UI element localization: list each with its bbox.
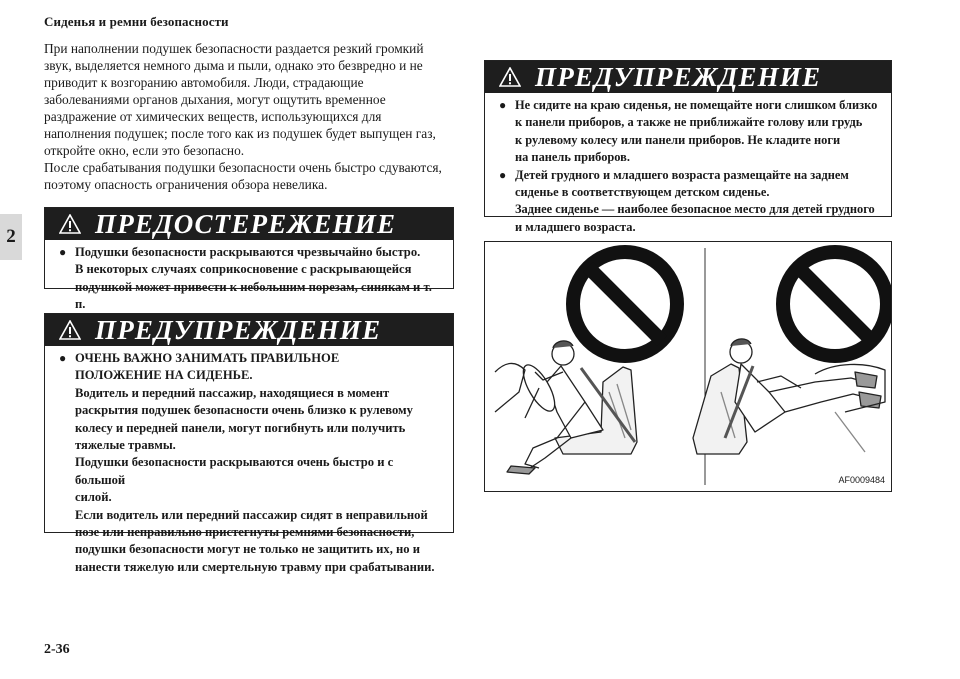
warning-line: Не сидите на краю сиденья, не помещайте ноги слишком близко — [515, 98, 878, 112]
warning-line: сиденье в соответствующем детском сиденье. — [515, 185, 770, 200]
intro-line: После срабатывания подушки безопасности очень быстро сдуваются, — [44, 160, 442, 175]
bullet-icon: ● — [59, 351, 67, 365]
warning-box-body — [45, 346, 453, 582]
warning-line: Детей грудного и младшего возраста размещайте на заднем — [515, 167, 849, 182]
warning-triangle-icon — [59, 320, 81, 340]
chapter-tab — [0, 214, 22, 260]
warning-item — [499, 97, 881, 167]
caution-line: Подушки безопасности раскрываются чрезвычайно быстро. — [75, 245, 421, 259]
warning-line: колесу и передней панели, могут погибнуть или получить — [75, 420, 406, 435]
page-number: 2-36 — [44, 642, 70, 657]
intro-text — [44, 40, 456, 193]
caution-box-header — [45, 208, 453, 240]
incorrect-posture-illustration — [484, 241, 892, 492]
warning-line: ОЧЕНЬ ВАЖНО ЗАНИМАТЬ ПРАВИЛЬНОЕ — [75, 351, 340, 365]
warning-item — [59, 350, 443, 576]
warning-line: нанести тяжелую или смертельную травму при срабатывании. — [75, 559, 435, 574]
warning-line: подушки безопасности могут не только не защитить их, но и — [75, 542, 420, 557]
chapter-tab-label: 2 — [6, 226, 16, 247]
warning-box-body — [485, 93, 891, 242]
warning-line: Заднее сиденье — наиболее безопасное место для детей грудного — [515, 202, 875, 217]
caution-box — [44, 207, 454, 312]
intro-line: приводит к возгоранию автомобиля. Люди, страдающие — [44, 75, 364, 90]
warning-line: и младшего возраста. — [515, 219, 636, 234]
intro-line: раздражение от химических веществ, использующихся для — [44, 109, 382, 124]
caution-box-body — [45, 240, 453, 320]
warning-box-header — [485, 61, 891, 93]
intro-line: заболеваниями органов дыхания, могут ощутить временное — [44, 92, 386, 107]
warning-line: Подушки безопасности раскрываются очень быстро и с большой — [75, 455, 394, 487]
bullet-icon: ● — [499, 167, 507, 182]
caution-item — [59, 244, 443, 314]
intro-line: поэтому опасность ограничения обзора невелика. — [44, 177, 328, 192]
warning-box-header — [45, 314, 453, 346]
intro-line: звук, выделяется немного дыма и пыли, однако это безвредно и не — [44, 58, 423, 73]
warning-line: Водитель и передний пассажир, находящиеся в момент — [75, 385, 390, 400]
caution-line: подушкой может привести к небольшим порезам, синякам и т. п. — [75, 279, 432, 312]
warning-line: на панель приборов. — [515, 150, 630, 165]
warning-box-title: ПРЕДУПРЕЖДЕНИЕ — [535, 61, 822, 92]
section-title: Сиденья и ремни безопасности — [44, 14, 229, 29]
intro-line: наполнения подушек; после того как из подушек будет выпущен газ, — [44, 126, 436, 141]
warning-box-seating — [44, 313, 454, 574]
warning-line: раскрытия подушек безопасности очень близко к рулевому — [75, 403, 413, 418]
bullet-icon: ● — [59, 245, 67, 259]
warning-triangle-icon — [59, 214, 81, 234]
warning-triangle-icon — [499, 67, 521, 87]
warning-line: позе или неправильно пристегнуты ремнями безопасности, — [75, 525, 415, 540]
prohibition-icon — [783, 252, 887, 356]
caution-box-title: ПРЕДОСТЕРЕЖЕНИЕ — [95, 208, 397, 239]
intro-line: откройте окно, если это безопасно. — [44, 143, 245, 158]
intro-line: При наполнении подушек безопасности раздается резкий громкий — [44, 41, 424, 56]
intro-paragraph — [44, 40, 456, 193]
warning-box-posture — [484, 60, 892, 234]
prohibition-icon — [573, 252, 677, 356]
bullet-icon: ● — [499, 98, 507, 112]
figure-code: AF0009484 — [838, 475, 885, 485]
illustration-canvas — [485, 242, 891, 491]
warning-line: тяжелые травмы. — [75, 438, 176, 453]
warning-line: силой. — [75, 490, 112, 505]
warning-line: к рулевому колесу или панели приборов. Не кладите ноги — [515, 132, 841, 147]
warning-line: ПОЛОЖЕНИЕ НА СИДЕНЬЕ. — [75, 368, 253, 383]
warning-line: Если водитель или передний пассажир сидят в неправильной — [75, 507, 428, 522]
warning-box-title: ПРЕДУПРЕЖДЕНИЕ — [95, 314, 382, 345]
caution-line: В некоторых случаях соприкосновение с раскрывающейся — [75, 262, 412, 277]
warning-line: к панели приборов, а также не приближайте голову или грудь — [515, 115, 863, 130]
warning-item — [499, 167, 881, 237]
